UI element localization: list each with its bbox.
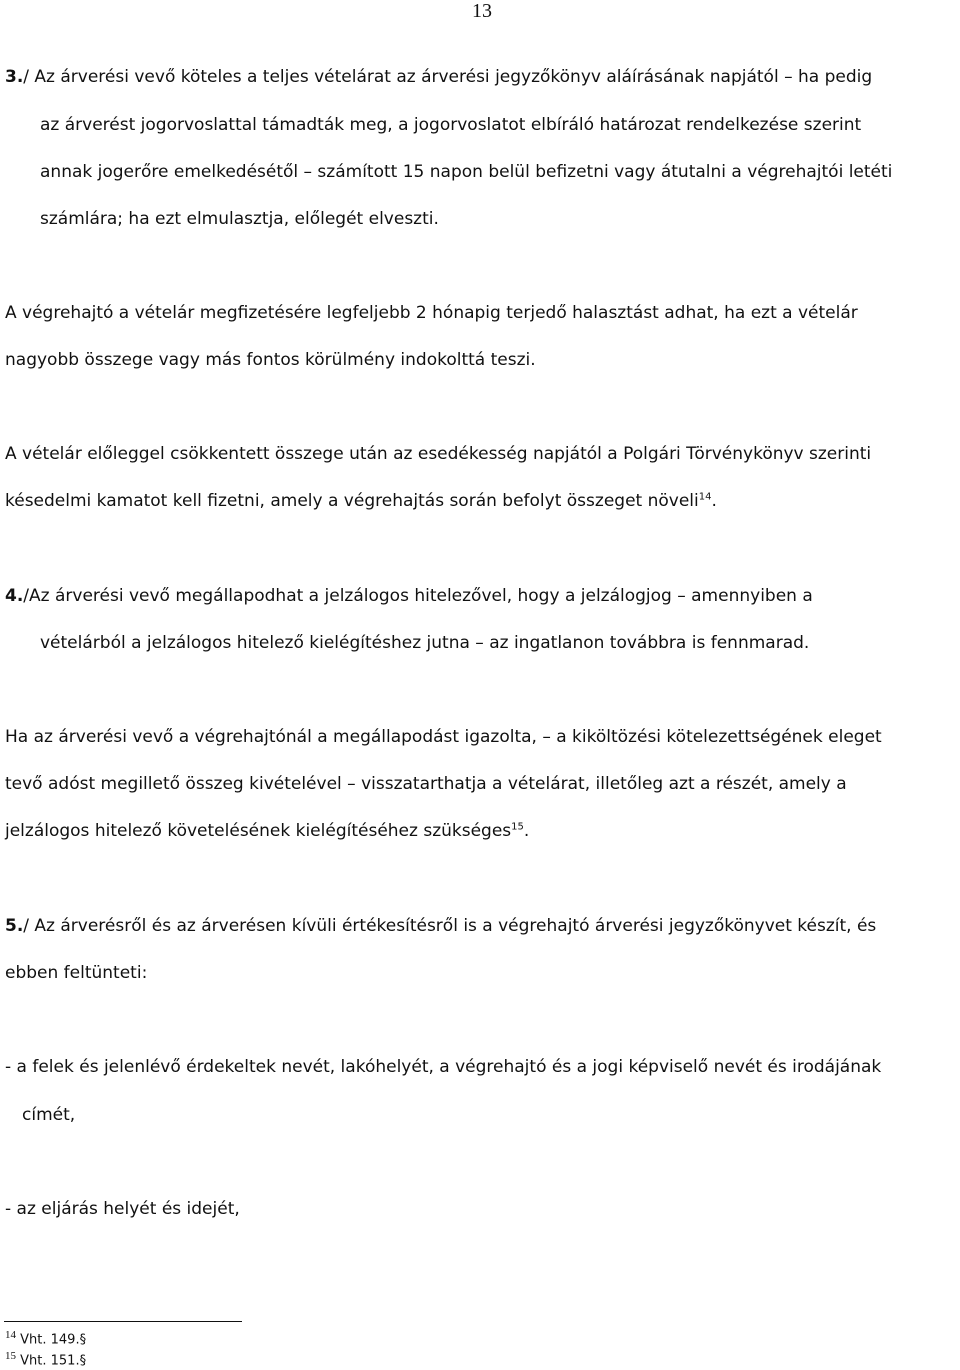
footnote-separator [4, 1321, 242, 1322]
footnote-15 [5, 1350, 86, 1368]
footnote-14 [5, 1329, 86, 1347]
footnote-ref-14[interactable]: 14 [698, 491, 712, 503]
footnote-text: Vht. 149.§ [20, 1332, 87, 1348]
paragraph-halasztas-line-1: A végrehajtó a vételár megfizetésére legfeljebb 2 hónapig terjedő halasztást adhat, ha ezt a vételár [5, 303, 858, 323]
paragraph-halasztas-line-2: nagyobb összege vagy más fontos körülmény indokolttá teszi. [5, 350, 536, 370]
footnote-number: 15 [5, 1350, 16, 1362]
section-4-line-2: vételárból a jelzálogos hitelező kielégítéshez jutna – az ingatlanon továbbra is fennmarad. [40, 633, 810, 653]
paragraph-kamat-line-1: A vételár előleggel csökkentett összege után az esedékesség napjától a Polgári Törvénykönyv szerinti [5, 444, 872, 464]
section-3-line-4: számlára; ha ezt elmulasztja, előlegét elveszti. [40, 209, 439, 229]
footnote-text: Vht. 151.§ [20, 1353, 87, 1369]
page-number: 13 [472, 0, 492, 22]
list-item: - a felek és jelenlévő érdekeltek nevét, lakóhelyét, a végrehajtó és a jogi képviselő nevét és irodájának [5, 1057, 882, 1077]
section-3-line-1: 3./ Az árverési vevő köteles a teljes vételárat az árverési jegyzőkönyv aláírásának napjától – ha pedig [5, 67, 873, 87]
section-4-line-1: 4./Az árverési vevő megállapodhat a jelzálogos hitelezővel, hogy a jelzálogjog – amennyiben a [5, 586, 813, 606]
paragraph-megallapodas-line-3: jelzálogos hitelező követelésének kielégítéséhez szükséges$^{15}$. [5, 821, 530, 841]
section-5-line-2: ebben feltünteti: [5, 963, 148, 983]
list-item-continuation: címét, [22, 1105, 76, 1125]
paragraph-kamat-line-2: késedelmi kamatot kell fizetni, amely a végrehajtás során befolyt összeget növeli$^{14}$. [5, 491, 717, 511]
paragraph-megallapodas-line-2: tevő adóst megillető összeg kivételével – visszatarthatja a vételárat, illetőleg azt a részét, amely a [5, 774, 847, 794]
section-3-line-2: az árverést jogorvoslattal támadták meg, a jogorvoslatot elbíráló határozat rendelkezése szerint [40, 115, 862, 135]
section-5-line-1: 5./ Az árverésről és az árverésen kívüli értékesítésről is a végrehajtó árverési jegyzőkönyvet készít, és [5, 916, 877, 936]
list-item: - az eljárás helyét és idejét, [5, 1199, 240, 1219]
section-number: 5. [5, 916, 24, 936]
footnote-ref-15[interactable]: 15 [511, 821, 524, 833]
section-number: 4. [5, 586, 24, 606]
section-number: 3. [5, 67, 24, 87]
section-3-line-3: annak jogerőre emelkedésétől – számított 15 napon belül befizetni vagy átutalni a végrehajtói letéti [40, 162, 893, 182]
paragraph-megallapodas-line-1: Ha az árverési vevő a végrehajtónál a megállapodást igazolta, – a kiköltözési kötelezettségének eleget [5, 727, 882, 747]
footnote-number: 14 [5, 1329, 16, 1341]
